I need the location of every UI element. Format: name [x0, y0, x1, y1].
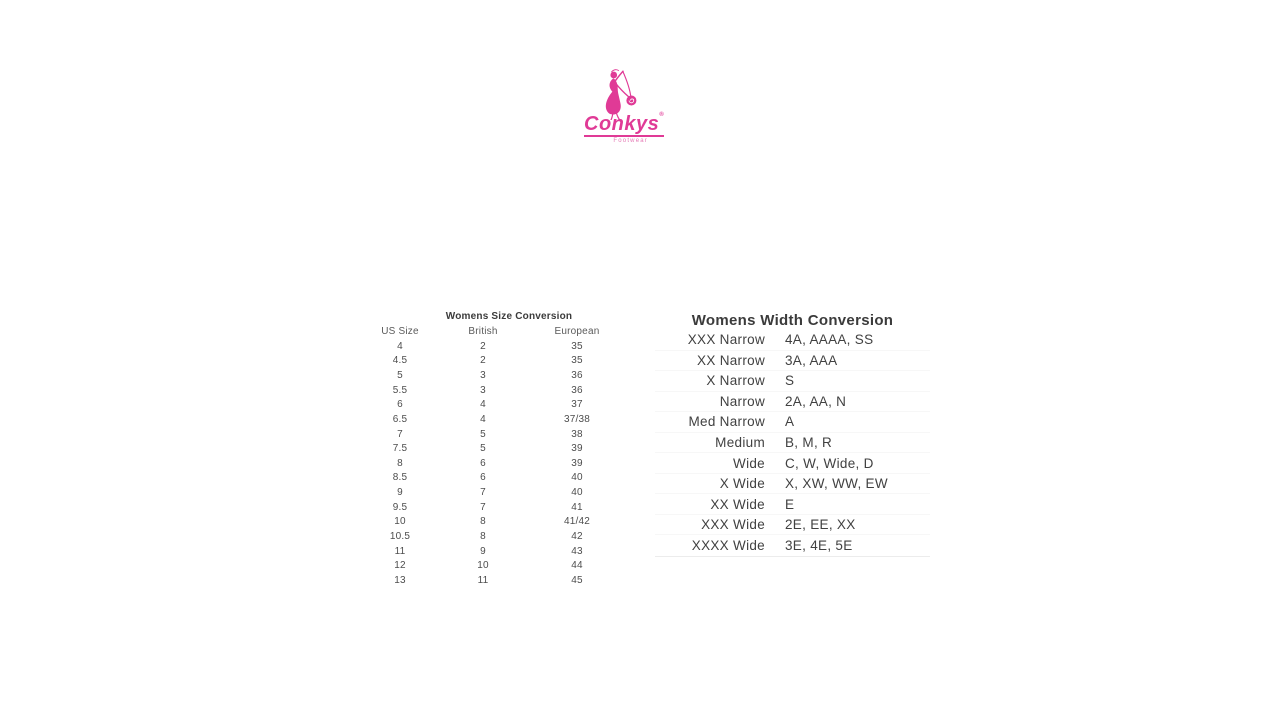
- size-cell-european: 36: [571, 370, 583, 382]
- width-values: 2A, AA, N: [785, 393, 847, 409]
- size-table-row: [352, 339, 636, 354]
- width-label: XXXX Wide: [691, 538, 765, 554]
- size-table-row: [352, 398, 636, 413]
- size-table-row: [352, 515, 636, 530]
- womens-width-conversion-table: [655, 311, 930, 557]
- width-table-row: [655, 392, 930, 413]
- size-col-header-european: European: [554, 326, 600, 337]
- size-cell-us: 6.5: [392, 413, 408, 425]
- size-cell-us: 4.5: [392, 355, 408, 367]
- brand-name: Conkys: [584, 113, 660, 135]
- size-cell-european: 41/42: [563, 516, 591, 528]
- size-col-header-us: US Size: [381, 326, 419, 337]
- width-table-row: [655, 412, 930, 433]
- size-cell-british: 2: [480, 355, 486, 367]
- size-cell-british: 6: [480, 472, 486, 484]
- width-values: 2E, EE, XX: [785, 517, 856, 533]
- width-label: XXX Narrow: [687, 332, 765, 348]
- width-label: XX Narrow: [697, 352, 765, 368]
- size-cell-us: 6: [397, 399, 403, 411]
- size-table-row: [352, 368, 636, 383]
- size-cell-us: 10: [394, 516, 406, 528]
- size-cell-european: 41: [571, 501, 583, 513]
- size-cell-british: 3: [480, 370, 486, 382]
- size-cell-british: 10: [477, 560, 489, 572]
- size-cell-us: 8: [397, 457, 403, 469]
- size-table-header-row: [352, 324, 636, 339]
- size-col-header-british: British: [468, 326, 498, 337]
- size-table-row: [352, 412, 636, 427]
- size-cell-european: 37/38: [563, 413, 591, 425]
- size-cell-british: 9: [480, 545, 486, 557]
- size-table-row: [352, 471, 636, 486]
- width-values: 4A, AAAA, SS: [785, 332, 874, 348]
- size-cell-us: 5.5: [392, 384, 408, 396]
- size-cell-us: 11: [394, 545, 406, 557]
- womens-size-conversion-table: [352, 309, 636, 588]
- size-cell-european: 42: [571, 530, 583, 542]
- width-label: XXX Wide: [701, 517, 765, 533]
- size-cell-european: 39: [571, 457, 583, 469]
- size-table-row: [352, 456, 636, 471]
- size-cell-us: 7: [397, 428, 403, 440]
- width-values: C, W, Wide, D: [785, 455, 874, 471]
- size-table-row: [352, 544, 636, 559]
- size-cell-british: 6: [480, 457, 486, 469]
- size-cell-british: 8: [480, 530, 486, 542]
- width-values: 3E, 4E, 5E: [785, 538, 853, 554]
- width-values: S: [785, 373, 795, 389]
- size-cell-us: 4: [397, 340, 403, 352]
- width-table-row: [655, 433, 930, 454]
- size-cell-us: 12: [394, 560, 406, 572]
- size-cell-british: 4: [480, 399, 486, 411]
- size-cell-british: 7: [480, 487, 486, 499]
- size-cell-european: 44: [571, 560, 583, 572]
- size-cell-european: 40: [571, 472, 583, 484]
- size-cell-british: 5: [480, 428, 486, 440]
- size-cell-european: 39: [571, 443, 583, 455]
- size-cell-us: 13: [394, 574, 406, 586]
- width-table-row: [655, 515, 930, 536]
- registered-trademark-symbol: ®: [659, 112, 665, 118]
- width-values: B, M, R: [785, 435, 833, 450]
- size-table-row: [352, 500, 636, 515]
- size-table-title: Womens Size Conversion: [445, 311, 573, 322]
- width-table-row: [655, 474, 930, 495]
- size-cell-british: 8: [480, 516, 486, 528]
- width-values: A: [785, 414, 795, 430]
- size-cell-european: 38: [571, 428, 583, 440]
- width-label: Med Narrow: [688, 414, 765, 430]
- brand-wordmark: [584, 114, 664, 137]
- width-label: X Narrow: [706, 373, 765, 389]
- size-cell-us: 5: [397, 370, 403, 382]
- width-table-row: [655, 371, 930, 392]
- width-label: Wide: [733, 455, 765, 471]
- width-table-row: [655, 453, 930, 474]
- width-label: Medium: [715, 435, 765, 450]
- size-table-row: [352, 354, 636, 369]
- width-table-row: [655, 351, 930, 372]
- width-table-row: [655, 330, 930, 351]
- size-table-body: [352, 339, 636, 588]
- size-cell-british: 4: [480, 413, 486, 425]
- width-table-title: Womens Width Conversion: [691, 312, 894, 329]
- size-table-row: [352, 383, 636, 398]
- size-cell-us: 8.5: [392, 472, 408, 484]
- size-cell-us: 7.5: [392, 443, 408, 455]
- width-table-row: [655, 535, 930, 556]
- size-cell-european: 35: [571, 355, 583, 367]
- size-cell-us: 9.5: [392, 501, 408, 513]
- width-values: 3A, AAA: [785, 352, 838, 368]
- size-cell-british: 2: [480, 340, 486, 352]
- width-label: X Wide: [719, 476, 765, 492]
- size-table-row: [352, 427, 636, 442]
- width-label: XX Wide: [710, 496, 765, 512]
- size-cell-british: 11: [477, 574, 489, 586]
- brand-logo: [584, 68, 665, 144]
- size-cell-european: 36: [571, 384, 583, 396]
- size-table-row: [352, 529, 636, 544]
- size-cell-british: 3: [480, 384, 486, 396]
- size-cell-us: 9: [397, 487, 403, 499]
- brand-tagline: Footwear: [613, 138, 648, 144]
- size-cell-european: 40: [571, 487, 583, 499]
- size-cell-us: 10.5: [389, 530, 411, 542]
- size-cell-british: 5: [480, 443, 486, 455]
- size-table-row: [352, 558, 636, 573]
- width-values: E: [785, 496, 795, 512]
- size-cell-european: 45: [571, 574, 583, 586]
- size-cell-european: 43: [571, 545, 583, 557]
- width-label: Narrow: [719, 393, 765, 409]
- size-cell-british: 7: [480, 501, 486, 513]
- width-table-body: [655, 330, 930, 557]
- width-table-row: [655, 494, 930, 515]
- size-cell-european: 37: [571, 399, 583, 411]
- size-cell-european: 35: [571, 340, 583, 352]
- size-table-row: [352, 573, 636, 588]
- width-values: X, XW, WW, EW: [785, 476, 888, 492]
- size-table-row: [352, 441, 636, 456]
- size-table-row: [352, 485, 636, 500]
